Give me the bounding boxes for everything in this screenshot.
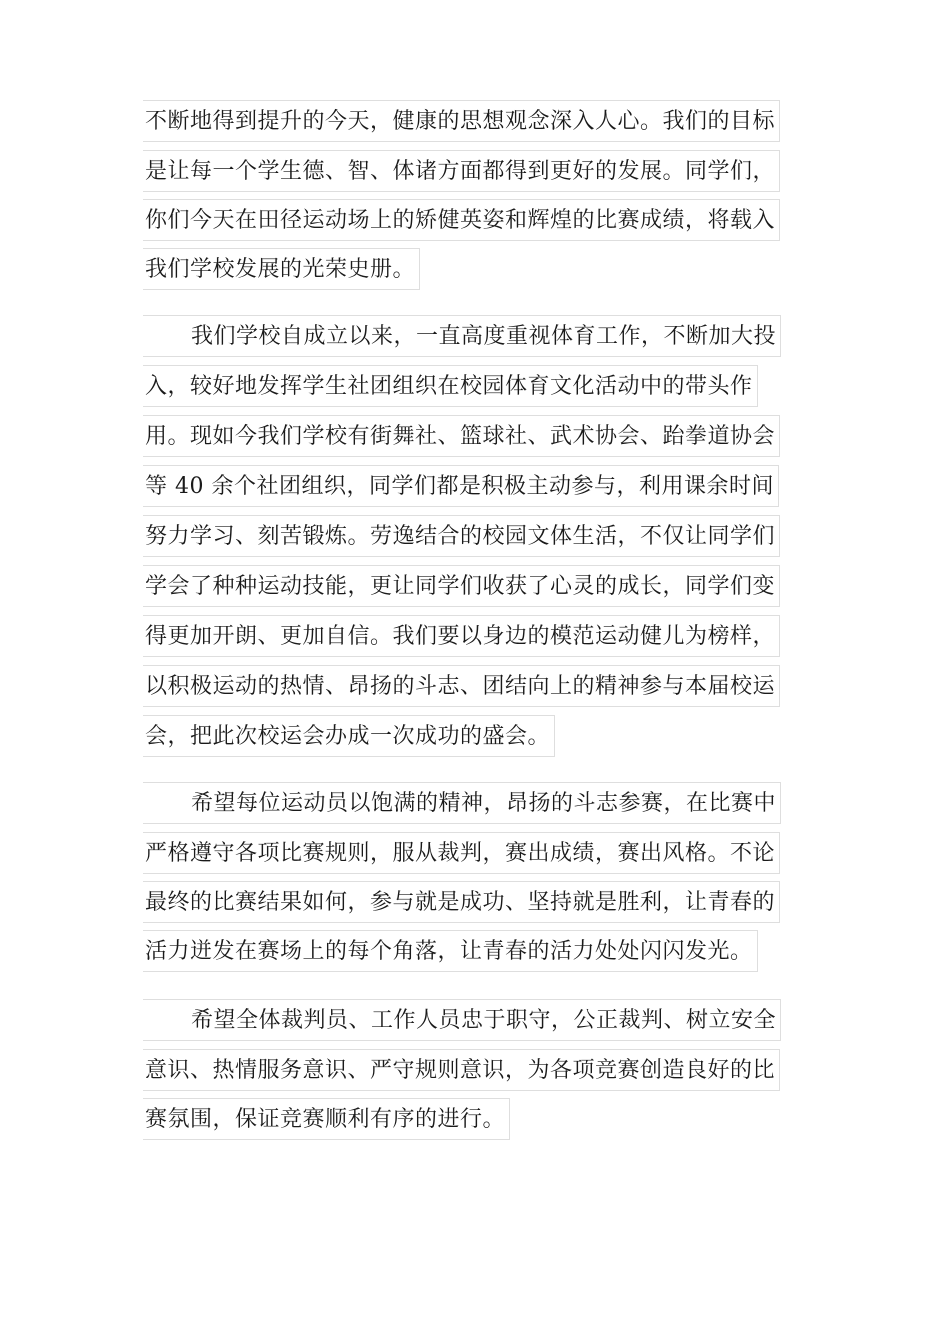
paragraph-2-line-5: 努力学习、刻苦锻炼。劳逸结合的校园文体生活，不仅让同学们 [143,515,780,557]
paragraph-2-line-4: 等 40 余个社团组织，同学们都是积极主动参与，利用课余时间 [143,465,779,507]
paragraph-3-line-1: 希望每位运动员以饱满的精神，昂扬的斗志参赛，在比赛中 [143,782,781,824]
paragraph-2-line-3: 用。现如今我们学校有街舞社、篮球社、武术协会、跆拳道协会 [143,415,780,457]
paragraph-1-line-2: 是让每一个学生德、智、体诸方面都得到更好的发展。同学们， [143,150,780,192]
paragraph-4-line-2: 意识、热情服务意识、严守规则意识，为各项竞赛创造良好的比 [143,1049,780,1091]
paragraph-3-line-4: 活力迸发在赛场上的每个角落，让青春的活力处处闪闪发光。 [143,930,758,972]
paragraph-1-line-3: 你们今天在田径运动场上的矫健英姿和辉煌的比赛成绩，将载入 [143,199,780,241]
paragraph-1-line-1: 不断地得到提升的今天，健康的思想观念深入人心。我们的目标 [143,100,780,142]
paragraph-2-line-8: 以积极运动的热情、昂扬的斗志、团结向上的精神参与本届校运 [143,665,780,707]
paragraph-2-line-6: 学会了种种运动技能，更让同学们收获了心灵的成长，同学们变 [143,565,780,607]
paragraph-3-line-2: 严格遵守各项比赛规则，服从裁判，赛出成绩，赛出风格。不论 [143,832,780,874]
paragraph-4-line-1: 希望全体裁判员、工作人员忠于职守，公正裁判、树立安全 [143,999,781,1041]
paragraph-2-line-2: 入，较好地发挥学生社团组织在校园体育文化活动中的带头作 [143,365,758,407]
paragraph-2-line-9: 会，把此次校运会办成一次成功的盛会。 [143,715,555,757]
paragraph-3-line-3: 最终的比赛结果如何，参与就是成功、坚持就是胜利，让青春的 [143,881,780,923]
paragraph-4-line-3: 赛氛围，保证竞赛顺利有序的进行。 [143,1098,510,1140]
paragraph-2-line-7: 得更加开朗、更加自信。我们要以身边的模范运动健儿为榜样， [143,615,780,657]
paragraph-2-line-1: 我们学校自成立以来，一直高度重视体育工作，不断加大投 [143,315,781,357]
paragraph-1-line-4: 我们学校发展的光荣史册。 [143,248,420,290]
